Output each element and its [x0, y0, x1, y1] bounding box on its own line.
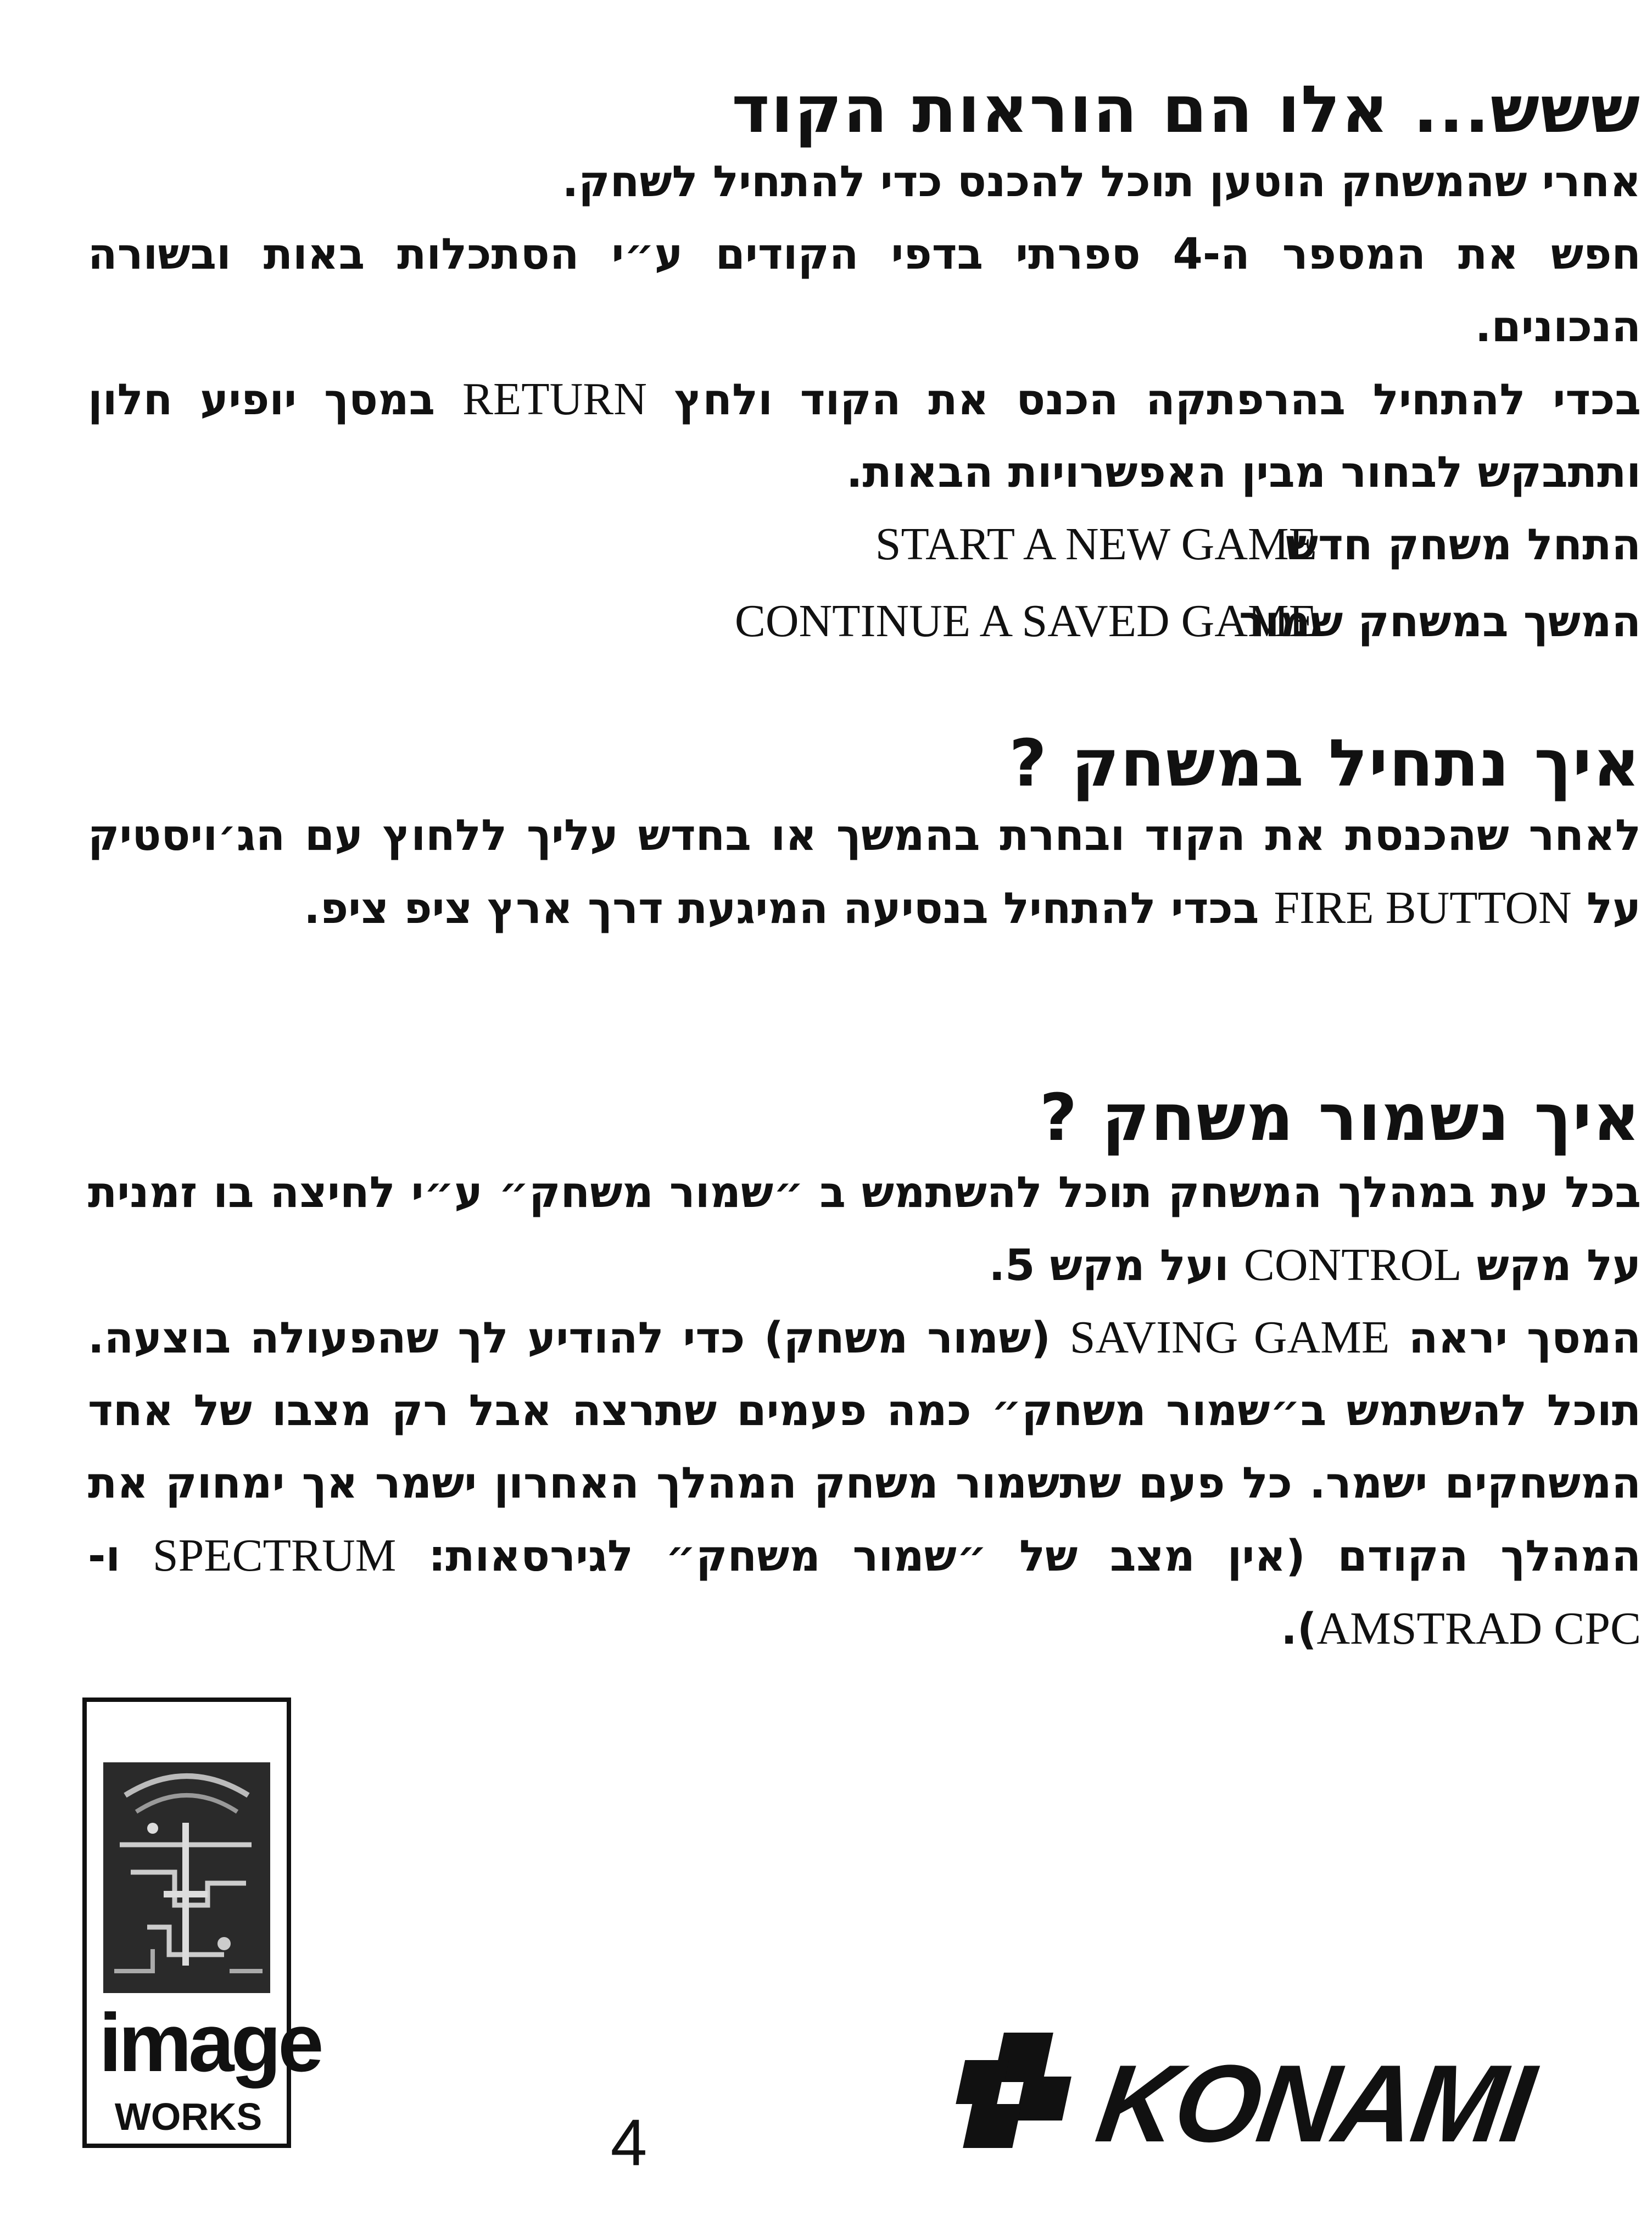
key-fire-button: FIRE BUTTON: [1274, 882, 1572, 933]
konami-logo-icon: [956, 2027, 1082, 2153]
konami-wordmark: KONAMI: [1090, 2043, 1539, 2165]
section2-title: איך נתחיל במשחק ?: [1009, 725, 1641, 801]
page-number: 4: [610, 2106, 648, 2179]
saving-game-text: SAVING GAME: [1069, 1312, 1390, 1363]
key-control: CONTROL: [1243, 1239, 1462, 1290]
image-works-logo: [82, 1698, 321, 2148]
section1-title: ששש... אלו הם הוראות הקוד: [732, 71, 1641, 147]
section1-paragraph-1: אחרי שהמשחק הוטען תוכל להכנס כדי להתחיל לשחק.: [562, 157, 1641, 207]
image-works-subword: WORKS: [114, 2095, 263, 2138]
version-spectrum: SPECTRUM: [152, 1530, 397, 1581]
version-amstrad: AMSTRAD CPC: [1316, 1603, 1641, 1654]
image-works-emblem-icon: [103, 1762, 270, 1993]
image-works-wordmark: image: [99, 1996, 321, 2089]
section2-paragraph: לאחר שהכנסת את הקוד ובחרת בהמשך או בחדש עליך ללחוץ עם הג׳ויסטיק על FIRE BUTTON בכדי להתחיל בנסיעה המיגעת דרך ארץ ציפ ציפ.: [88, 811, 1641, 933]
option-continue-game: המשך במשחק שמורCONTINUE A SAVED GAME: [734, 596, 1641, 647]
section3-paragraph-1: בכל עת במהלך המשחק תוכל להשתמש ב ״שמור משחק״ ע״י לחיצה בו זמנית על מקש CONTROL ועל מקש 5.: [88, 1168, 1641, 1290]
section3-title: איך נשמור משחק ?: [1039, 1079, 1641, 1155]
section1-paragraph-3: בכדי להתחיל בהרפתקה הכנס את הקוד ולחץ RETURN במסך יופיע חלון ותתבקש לבחור מבין האפשרויות הבאות.: [88, 374, 1642, 497]
key-return: RETURN: [462, 374, 647, 425]
section1-paragraph-2: חפש את המספר ה-4 ספרתי בדפי הקודים ע״י הסתכלות באות ובשורה הנכונים.: [88, 230, 1641, 352]
section3-paragraph-2: המסך יראה SAVING GAME (שמור משחק) כדי להודיע לך שהפעולה בוצעה. תוכל להשתמש ב״שמור משחק״ כמה פעמים שתרצה אבל רק מצבו של אחד המשחקים ישמר. כל פעם שתשמור משחק המהלך האחרון ישמר אך ימחוק את המהלך הקודם (אין מצב של ״שמור משחק״ לגירסאות: SPECTRUM ו- AMSTRAD CPC).: [88, 1312, 1642, 1654]
option-new-game: התחל משחק חדשSTART A NEW GAME: [875, 519, 1641, 570]
